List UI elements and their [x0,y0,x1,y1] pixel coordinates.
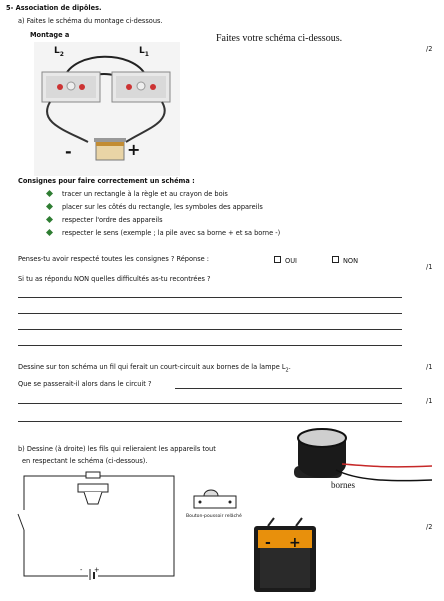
answer-line[interactable] [18,297,402,298]
consigne-item: respecter le sens (exemple ; la pile avec sa borne + et sa borne -) [46,229,280,237]
battery-plus: + [127,140,141,159]
q1-followup: Si tu as répondu NON quelles difficultés as-tu recontrées ? [18,275,211,283]
part-a-instruction: a) Faites le schéma du montage ci-dessous. [18,17,163,25]
consignes-title: Consignes pour faire correctement un schéma : [18,177,195,185]
part-b-line2: en respectant le schéma (ci-dessous). [22,457,148,465]
bat-plus: + [289,535,301,551]
lamp-l1-label: $L_1$ [139,46,149,58]
q2-question: Que se passerait-il alors dans le circuit ? [18,380,152,388]
consigne-item: respecter l'ordre des appareils [46,216,163,224]
montage-label: Montage a [30,31,70,39]
consigne-item: tracer un rectangle à la règle et au crayon de bois [46,190,228,198]
mark-a: /2 [426,45,433,53]
answer-line[interactable] [18,313,402,314]
diamond-bullet-icon [46,190,53,197]
mark-q2: /1 [426,363,433,371]
buzzer-image [286,422,436,502]
battery-image [250,516,320,594]
q1-text: Penses-tu avoir respecté toutes les consignes ? Réponse : [18,255,210,263]
non-checkbox[interactable]: NON [332,256,358,265]
bornes-label: bornes [331,480,355,490]
q2-text: Dessine sur ton schéma un fil qui ferait un court-circuit aux bornes de la lampe $L_2$. [18,363,291,374]
answer-line[interactable] [18,403,402,404]
answer-line[interactable] [18,345,402,346]
push-button-image [192,486,242,512]
part-b-line1: b) Dessine (à droite) les fils qui relieraient les appareils tout [18,445,216,453]
push-button-caption: Bouton-poussoir relâché [186,514,242,519]
mark-q3: /1 [426,397,433,405]
oui-checkbox[interactable]: OUI [274,256,297,265]
bat-minus: - [265,535,271,551]
mark-b: /2 [426,523,433,531]
diamond-bullet-icon [46,216,53,223]
consigne-item: placer sur les côtés du rectangle, les symboles des appareils [46,203,263,211]
circuit-schema [14,470,182,580]
montage-photo [34,42,180,176]
checkbox-icon [332,256,339,263]
section-title: 5- Association de dipôles. [6,4,102,12]
schema-minus: - [80,566,83,574]
answer-line[interactable] [175,388,402,389]
diamond-bullet-icon [46,229,53,236]
checkbox-icon [274,256,281,263]
draw-here-label: Faites votre schéma ci-dessous. [216,33,343,44]
lamp-l2-label: $L_2$ [54,46,64,58]
mark-q1: /1 [426,263,433,271]
diamond-bullet-icon [46,203,53,210]
answer-line[interactable] [18,329,402,330]
battery-minus: - [65,142,72,161]
schema-plus: + [94,566,100,574]
